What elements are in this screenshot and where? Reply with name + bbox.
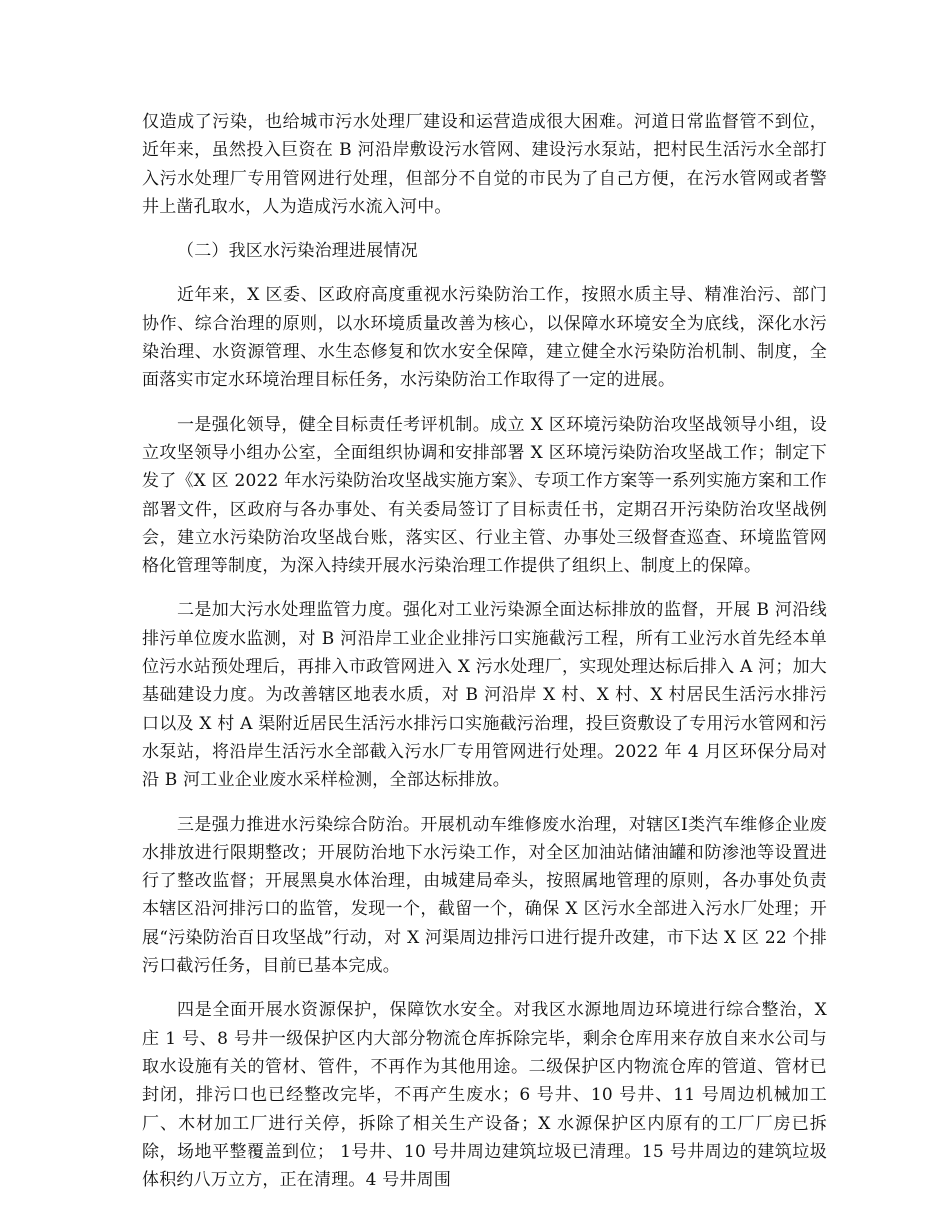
section-heading: （二）我区水污染治理进展情况 (177, 241, 418, 262)
paragraph-point-4: 四是全面开展水资源保护，保障饮水安全。对我区水源地周边环境进行综合整治，X 庄 1 号、8 号井一级保护区内大部分物流仓库拆除完毕，剩余仓库用来存放自来水公司与取水设施有关的管材、管件，不再作为其他用途。二级保护区内物流仓库的管道、管材已封闭，排污口也已经整改完毕，不再产生废水；6 号井、10 号井、11 号周边机械加工厂、木材加工厂进行关停，拆除了相关生产设备；X 水源保护区内原有的工厂厂房已拆除，场地平整覆盖到位； 1号井、10 号井周边建筑垃圾已清理。15 号井周边的建筑垃圾体积约八万立方，正在清理。4 号井周围 (142, 1000, 827, 1191)
paragraph-point-2: 二是加大污水处理监管力度。强化对工业污染源全面达标排放的监督，开展 B 河沿线排污单位废水监测，对 B 河沿岸工业企业排污口实施截污工程，所有工业污水首先经本单位污水站预处理后，再排入市政管网进入 X 污水处理厂，实现处理达标后排入 A 河；加大基础建设力度。为改善辖区地表水质，对 B 河沿岸 X 村、X 村、X 村居民生活污水排污口以及 X 村 A 渠附近居民生活污水排污口实施截污治理，投巨资敷设了专用污水管网和污水泵站，将沿岸生活污水全部截入污水厂专用管网进行处理。2022 年 4 月区环保分局对沿 B 河工业企业废水采样检测，全部达标排放。 (142, 600, 827, 791)
paragraph-continuation: 仅造成了污染，也给城市污水处理厂建设和运营造成很大困难。河道日常监督管不到位，近年来，虽然投入巨资在 B 河沿岸敷设污水管网、建设污水泵站，把村民生活污水全部打入污水处理厂专用管网进行处理，但部分不自觉的市民为了自己方便，在污水管网或者警井上凿孔取水，人为造成污水流入河中。 (142, 112, 827, 217)
paragraph-point-1: 一是强化领导，健全目标责任考评机制。成立 X 区环境污染防治攻坚战领导小组，设立攻坚领导小组办公室，全面组织协调和安排部署 X 区环境污染防治攻坚战工作；制定下发了《X 区 2022 年水污染防治攻坚战实施方案》、专项工作方案等一系列实施方案和工作部署文件，区政府与各办事处、有关委局签订了目标责任书，定期召开污染防治攻坚战例会，建立水污染防治攻坚战台账，落实区、行业主管、办事处三级督查巡查、环境监管网格化管理等制度，为深入持续开展水污染治理工作提供了组织上、制度上的保障。 (142, 414, 827, 577)
document-body (142, 108, 827, 1210)
paragraph-overview: 近年来，X 区委、区政府高度重视水污染防治工作，按照水质主导、精准治污、部门协作、综合治理的原则，以水环境质量改善为核心，以保障水环境安全为底线，深化水污染治理、水资源管理、水生态修复和饮水安全保障，建立健全水污染防治机制、制度，全面落实市定水环境治理目标任务，水污染防治工作取得了一定的进展。 (142, 285, 827, 391)
paragraph-point-3: 三是强力推进水污染综合防治。开展机动车维修废水治理，对辖区Ⅰ类汽车维修企业废水排放进行限期整改；开展防治地下水污染工作，对全区加油站储油罐和防渗池等设置进行了整改监督；开展黑臭水体治理，由城建局牵头，按照属地管理的原则，各办事处负责本辖区沿河排污口的监管，发现一个，截留一个，确保 X 区污水全部进入污水厂处理；开展“污染防治百日攻坚战”行动，对 X 河渠周边排污口进行提升改建，市下达 X 区 22 个排污口截污任务，目前已基本完成。 (142, 814, 827, 977)
